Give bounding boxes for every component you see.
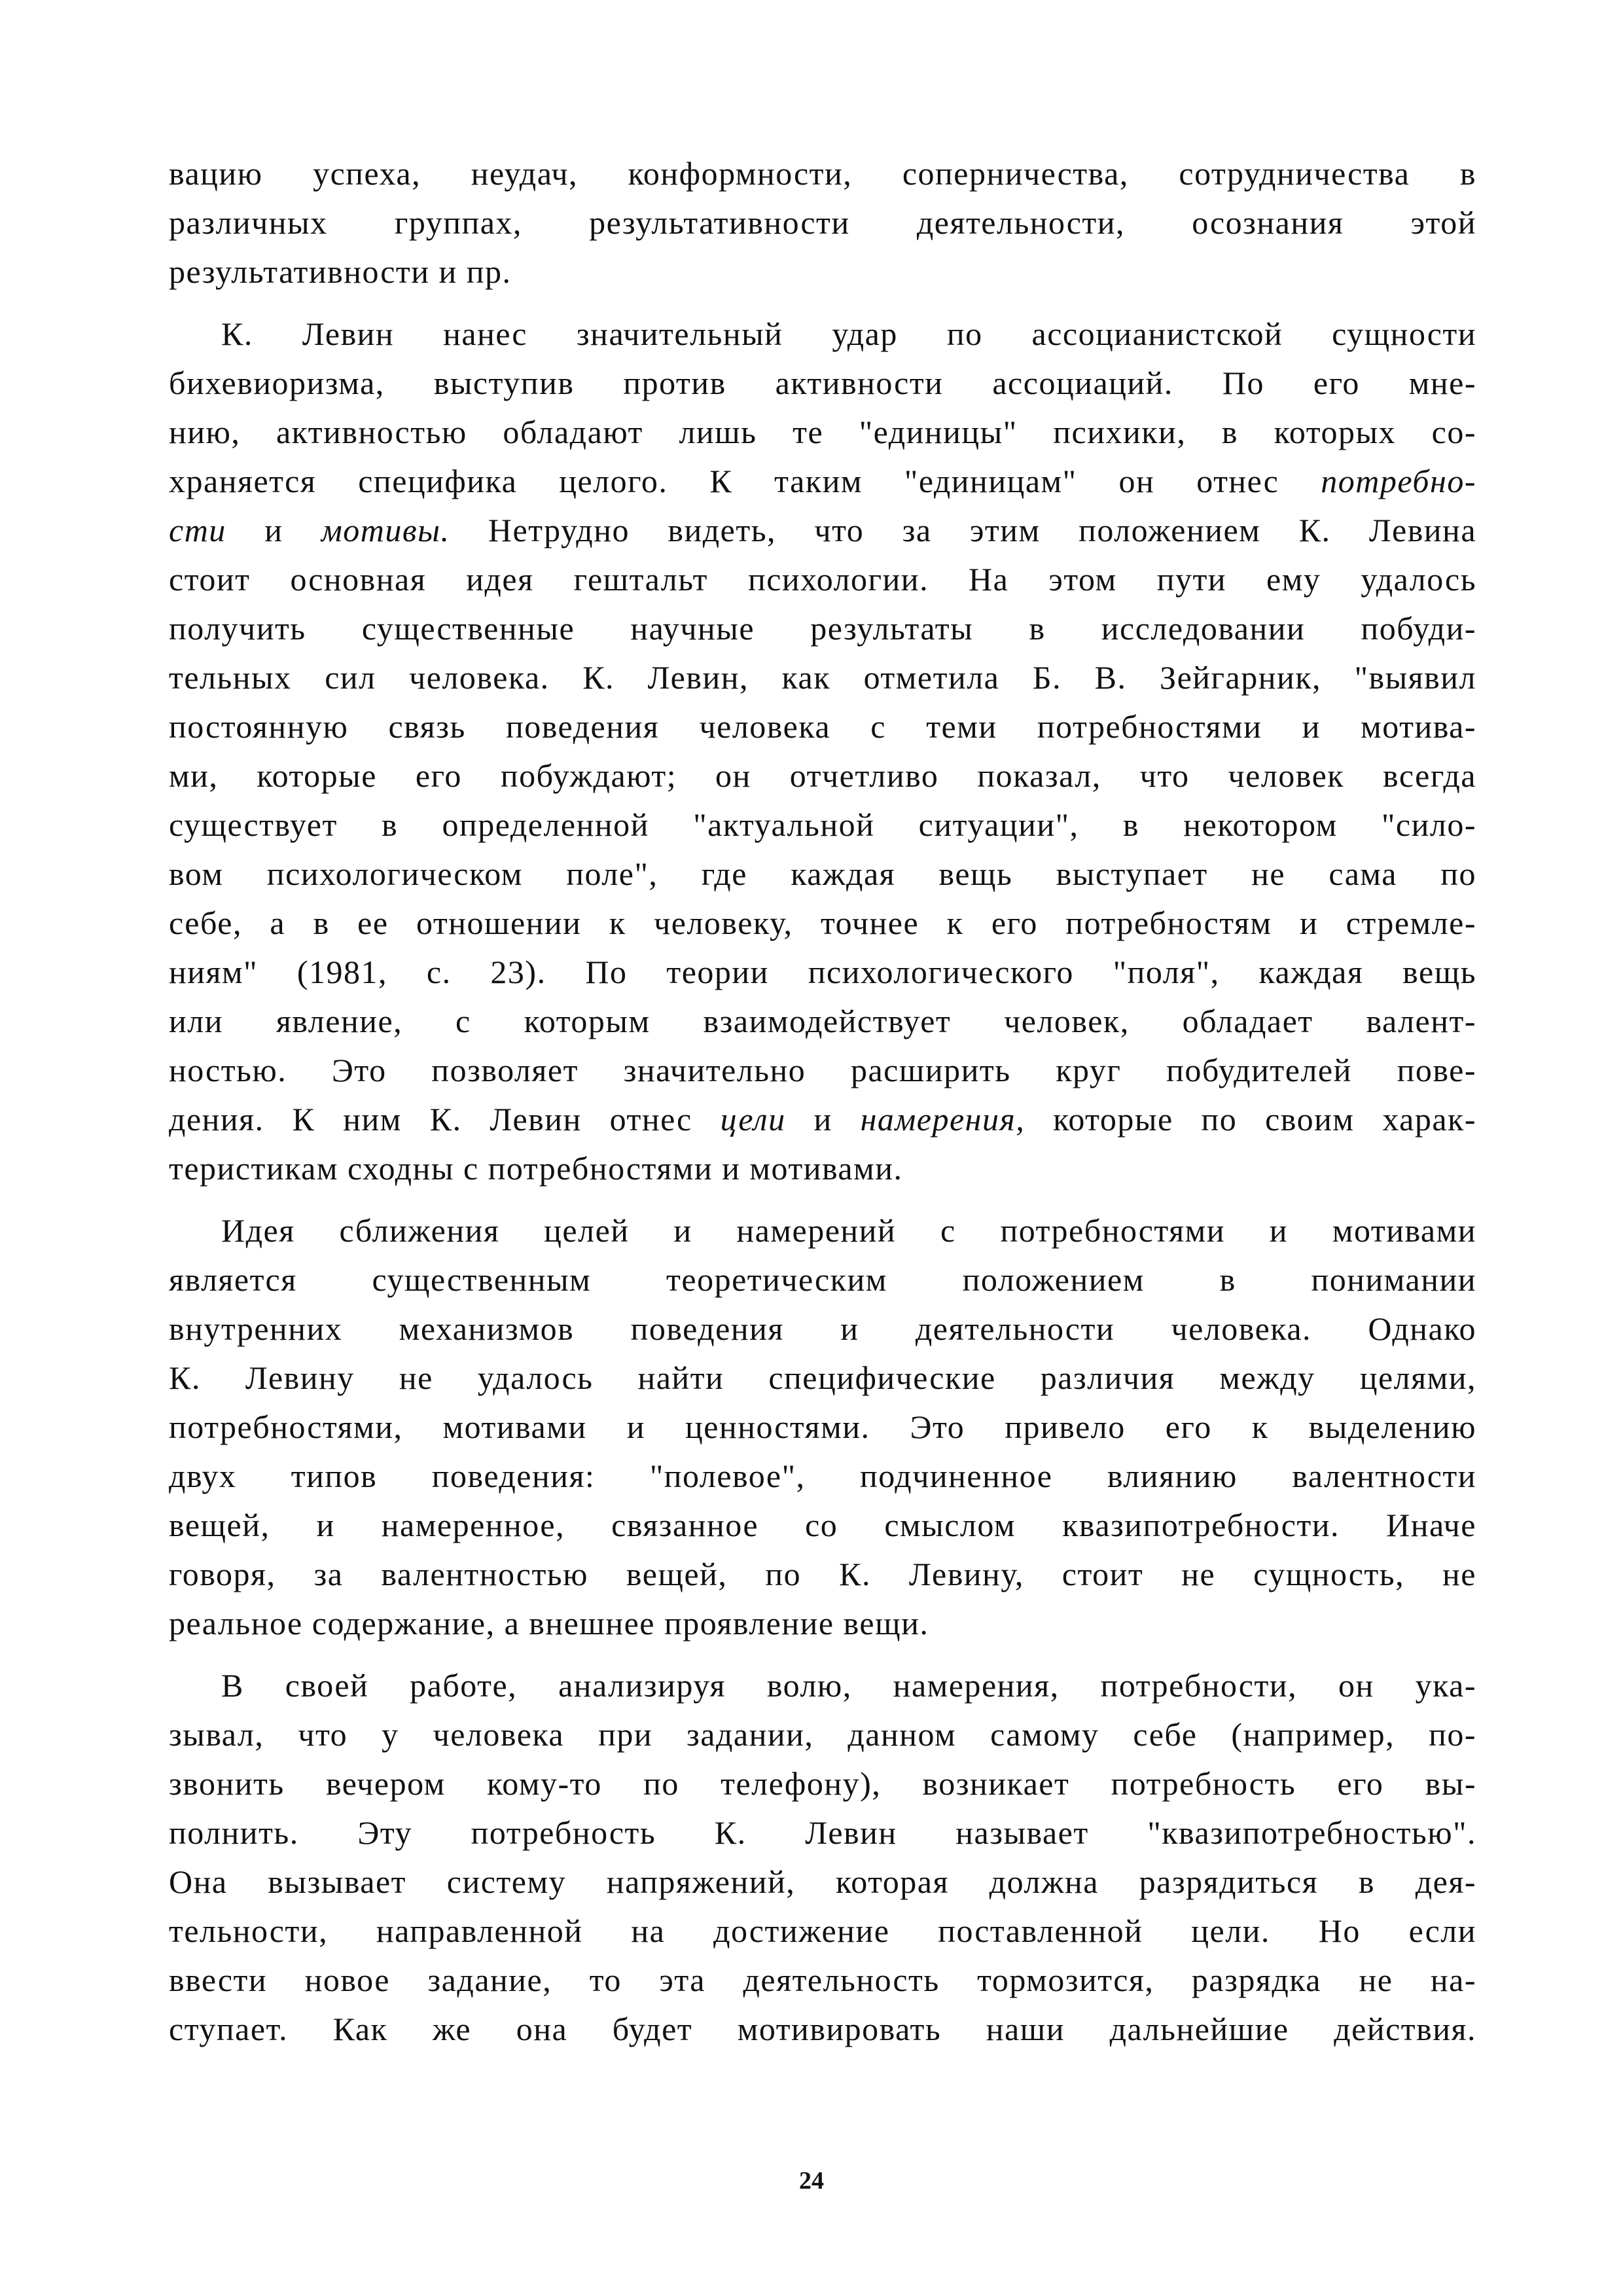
paragraph xyxy=(169,1206,1476,1648)
text-line: бихевиоризма, выступив против активности ассоциаций. По его мне- xyxy=(169,365,1476,401)
italic-term: потребно- xyxy=(1321,463,1476,499)
text-line: ностью. Это позволяет значительно расширить круг побудителей пове- xyxy=(169,1052,1476,1088)
text-line: Идея сближения целей и намерений с потребностями и мотивами xyxy=(221,1212,1476,1249)
paragraph xyxy=(169,310,1476,1193)
text-line: полнить. Эту потребность К. Левин называет "квазипотребностью". xyxy=(169,1814,1476,1851)
text-line: вацию успеха, неудач, конформности, соперничества, сотрудничества в xyxy=(169,155,1476,192)
text-line: себе, а в ее отношении к человеку, точнее к его потребностям и стремле- xyxy=(169,905,1476,941)
text-line: является существенным теоретическим положением в понимании xyxy=(169,1261,1476,1298)
paragraph xyxy=(169,149,1476,296)
text-line: существует в определенной "актуальной ситуации", в некотором "сило- xyxy=(169,806,1476,843)
text-line: звонить вечером кому-то по телефону), возникает потребность его вы- xyxy=(169,1765,1476,1802)
text-line: К. Левину не удалось найти специфические различия между целями, xyxy=(169,1359,1476,1396)
page-body xyxy=(169,149,1476,2054)
text-line: стоит основная идея гештальт психологии. На этом пути ему удалось xyxy=(169,561,1476,598)
text-line: ввести новое задание, то эта деятельность тормозится, разрядка не на- xyxy=(169,1962,1476,1998)
text-line: внутренних механизмов поведения и деятельности человека. Однако xyxy=(169,1310,1476,1347)
text-line: ниям" (1981, с. 23). По теории психологического "поля", каждая вещь xyxy=(169,954,1476,990)
text-line: говоря, за валентностью вещей, по К. Левину, стоит не сущность, не xyxy=(169,1556,1476,1592)
page-number: 24 xyxy=(799,2167,824,2195)
text-line: потребностями, мотивами и ценностями. Это привело его к выделению xyxy=(169,1408,1476,1445)
text-line: или явление, с которым взаимодействует человек, обладает валент- xyxy=(169,1003,1476,1039)
italic-term: сти xyxy=(169,512,226,548)
text-line: ступает. Как же она будет мотивировать наши дальнейшие действия. xyxy=(169,2011,1476,2047)
text-line: К. Левин нанес значительный удар по ассоцианистской сущности xyxy=(221,315,1476,352)
italic-term: цели xyxy=(720,1101,786,1138)
text-line: сти и мотивы. Нетрудно видеть, что за этим положением К. Левина xyxy=(169,512,1477,548)
text-line: вещей, и намеренное, связанное со смыслом квазипотребности. Иначе xyxy=(169,1507,1476,1543)
paragraph xyxy=(169,1661,1476,2054)
text-line: нию, активностью обладают лишь те "единицы" психики, в которых со- xyxy=(169,414,1476,450)
text-line: зывал, что у человека при задании, данном самому себе (например, по- xyxy=(169,1716,1476,1753)
text-line: двух типов поведения: "полевое", подчиненное влиянию валентности xyxy=(169,1458,1476,1494)
text-line: постоянную связь поведения человека с теми потребностями и мотива- xyxy=(169,708,1476,745)
italic-term: намерения, xyxy=(860,1101,1026,1138)
text-line: храняется специфика целого. К таким "единицам" он отнес потребно- xyxy=(169,463,1476,499)
text-line: дения. К ним К. Левин отнес цели и намерения, которые по своим харак- xyxy=(169,1101,1476,1138)
text-line: различных группах, результативности деятельности, осознания этой xyxy=(169,204,1476,241)
text-line: В своей работе, анализируя волю, намерения, потребности, он ука- xyxy=(221,1667,1476,1704)
text-line: получить существенные научные результаты в исследовании побуди- xyxy=(169,610,1476,647)
text-line: теристикам сходны с потребностями и мотивами. xyxy=(169,1150,903,1187)
text-line: ми, которые его побуждают; он отчетливо показал, что человек всегда xyxy=(169,757,1476,794)
text-line: реальное содержание, а внешнее проявление вещи. xyxy=(169,1605,929,1641)
text-line: результативности и пр. xyxy=(169,253,512,290)
text-line: вом психологическом поле", где каждая вещь выступает не сама по xyxy=(169,855,1476,892)
text-line: тельности, направленной на достижение поставленной цели. Но если xyxy=(169,1912,1476,1949)
italic-term: мотивы. xyxy=(321,512,450,548)
text-line: тельных сил человека. К. Левин, как отметила Б. В. Зейгарник, "выявил xyxy=(169,659,1476,696)
text-line: Она вызывает систему напряжений, которая должна разрядиться в дея- xyxy=(169,1863,1476,1900)
